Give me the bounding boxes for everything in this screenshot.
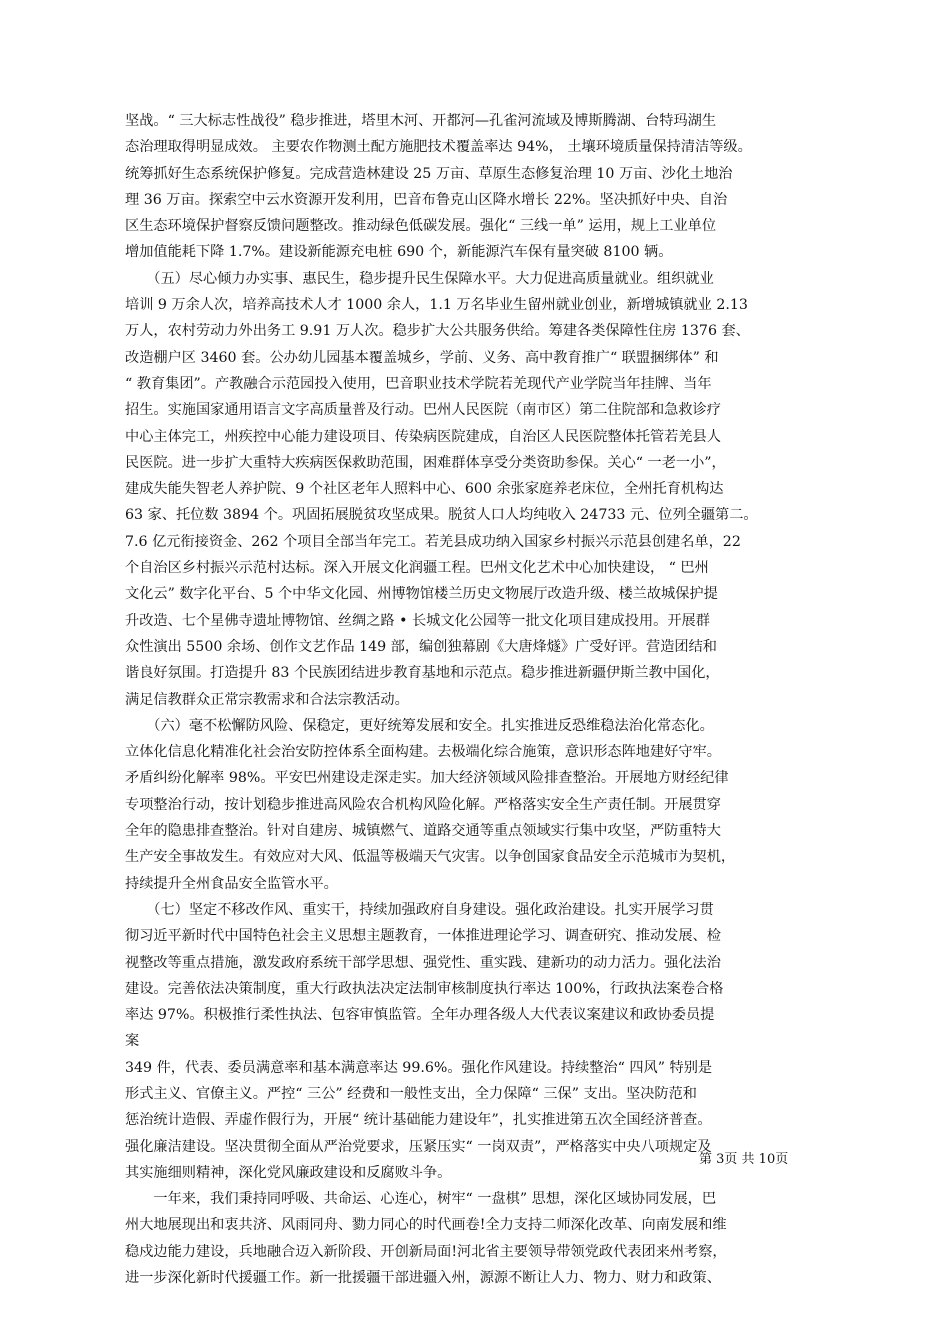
- text-line: （六）毫不松懈防风险、保稳定，更好统筹发展和安全。扎实推进反恐维稳法治化常态化。: [125, 717, 714, 734]
- text-line: （五）尽心倾力办实事、惠民生，稳步提升民生保障水平。大力促进高质量就业。组织就业: [125, 270, 714, 287]
- text-line: 彻习近平新时代中国特色社会主义思想主题教育，一体推进理论学习、调查研究、推动发展、检: [125, 928, 721, 945]
- text-line: 招生。实施国家通用语言文字高质量普及行动。巴州人民医院（南市区）第二住院部和急救诊疗: [125, 402, 721, 419]
- text-line: 中心主体完工，州疾控中心能力建设项目、传染病医院建成，自治区人民医院整体托管若羌县人: [125, 428, 721, 445]
- page-number-footer: 第 3页 共 10页: [699, 1152, 789, 1167]
- body-text: [125, 108, 825, 1291]
- text-line: 一年来，我们秉持同呼吸、共命运、心连心，树牢“ 一盘棋” 思想，深化区域协同发展，巴: [125, 1191, 717, 1208]
- text-line: 持续提升全州食品安全监管水平。: [125, 875, 338, 892]
- text-line: 强化廉洁建设。坚决贯彻全面从严治党要求，压紧压实“ 一岗双责”，严格落实中央八项规定及: [125, 1138, 712, 1155]
- text-line: 案: [125, 1033, 140, 1050]
- text-line: 众性演出 5500 余场、创作文艺作品 149 部，编创独幕剧《大唐烽燧》广受好评。营造团结和: [125, 638, 717, 655]
- text-line: 率达 97%。积极推行柔性执法、包容审慎监管。全年办理各级人大代表议案建议和政协委员提: [125, 1007, 715, 1024]
- text-line: 形式主义、官僚主义。严控“ 三公” 经费和一般性支出，全力保障“ 三保” 支出。坚决防范和: [125, 1085, 697, 1102]
- text-line: （七）坚定不移改作风、重实干，持续加强政府自身建设。强化政治建设。扎实开展学习贯: [125, 901, 714, 918]
- text-line: 满足信教群众正常宗教需求和合法宗教活动。: [125, 691, 409, 708]
- text-line: 建成失能失智老人养护院、9 个社区老年人照料中心、600 余张家庭养老床位，全州托育机构达: [125, 481, 724, 498]
- text-line: 全年的隐患排查整治。针对自建房、城镇燃气、道路交通等重点领域实行集中攻坚，严防重特大: [125, 823, 721, 840]
- text-line: 生产安全事故发生。有效应对大风、低温等极端天气灾害。以争创国家食品安全示范城市为契机，: [125, 849, 736, 866]
- text-line: 专项整治行动，按计划稳步推进高风险农合机构风险化解。严格落实安全生产责任制。开展贯穿: [125, 796, 721, 813]
- text-line: 7.6 亿元衔接资金、262 个项目全部当年完工。若羌县成功纳入国家乡村振兴示范县创建名单，22: [125, 533, 741, 550]
- text-line: 惩治统计造假、弄虚作假行为，开展“ 统计基础能力建设年”，扎实推进第五次全国经济普查。: [125, 1112, 712, 1129]
- text-line: 63 家、托位数 3894 个。巩固拓展脱贫攻坚成果。脱贫人口人均纯收入 24733 元、位列全疆第二。: [125, 507, 758, 524]
- text-line: 视整改等重点措施，激发政府系统干部学思想、强党性、重实践、建新功的动力活力。强化法治: [125, 954, 721, 971]
- text-line: 矛盾纠纷化解率 98%。平安巴州建设走深走实。加大经济领域风险排查整治。开展地方财经纪律: [125, 770, 729, 787]
- text-line: 改造棚户区 3460 套。公办幼儿园基本覆盖城乡，学前、义务、高中教育推广“ 联盟捆绑体” 和: [125, 349, 719, 366]
- text-line: 态治理取得明显成效。 主要农作物测土配方施肥技术覆盖率达 94%， 土壤环境质量保持清洁等级。: [125, 139, 752, 156]
- text-line: 理 36 万亩。探索空中云水资源开发利用，巴音布鲁克山区降水增长 22%。坚决抓好中央、自治: [125, 191, 728, 208]
- text-line: 升改造、七个星佛寺遗址博物馆、丝绸之路 • 长城文化公园等一批文化项目建成投用。开展群: [125, 612, 710, 629]
- text-line: 民医院。进一步扩大重特大疾病医保救助范围，困难群体享受分类资助参保。关心“ 一老一小”，: [125, 454, 726, 471]
- text-line: 立体化信息化精准化社会治安防控体系全面构建。去极端化综合施策，意识形态阵地建好守牢。: [125, 744, 721, 761]
- text-line: 区生态环境保护督察反馈问题整改。推动绿色低碳发展。强化“ 三线一单” 运用，规上工业单位: [125, 218, 717, 235]
- text-line: 进一步深化新时代援疆工作。新一批援疆干部进疆入州，源源不断让人力、物力、财力和政策、: [125, 1270, 721, 1287]
- text-line: “ 教育集团”。产教融合示范园投入使用，巴音职业技术学院若羌现代产业学院当年挂牌、当年: [125, 375, 712, 392]
- text-line: 增加值能耗下降 1.7%。建设新能源充电桩 690 个，新能源汽车保有量突破 8100 辆。: [125, 244, 673, 261]
- text-line: 建设。完善依法决策制度，重大行政执法决定法制审核制度执行率达 100%，行政执法案卷合格: [125, 980, 724, 997]
- text-line: 349 件，代表、委员满意率和基本满意率达 99.6%。强化作风建设。持续整治“ 四风” 特别是: [125, 1059, 713, 1076]
- text-line: 文化云” 数字化平台、5 个中华文化园、州博物馆楼兰历史文物展厅改造升级、楼兰故城保护提: [125, 586, 718, 603]
- text-line: 个自治区乡村振兴示范村达标。深入开展文化润疆工程。巴州文化艺术中心加快建设， “ 巴州: [125, 560, 709, 577]
- text-line: 州大地展现出和衷共济、风雨同舟、勠力同心的时代画卷!全力支持二师深化改革、向南发展和维: [125, 1217, 727, 1234]
- text-line: 培训 9 万余人次，培养高技术人才 1000 余人，1.1 万名毕业生留州就业创业，新增城镇就业 2.13: [125, 297, 748, 314]
- text-line: 万人，农村劳动力外出务工 9.91 万人次。稳步扩大公共服务供给。筹建各类保障性住房 1376 套、: [125, 323, 750, 340]
- text-line: 其实施细则精神，深化党风廉政建设和反腐败斗争。: [125, 1164, 452, 1181]
- text-line: 统筹抓好生态系统保护修复。完成营造林建设 25 万亩、草原生态修复治理 10 万亩、沙化土地治: [125, 165, 733, 182]
- text-line: 稳戍边能力建设，兵地融合迈入新阶段、开创新局面!河北省主要领导带领党政代表团来州考察，: [125, 1243, 727, 1260]
- text-line: 谐良好氛围。打造提升 83 个民族团结进步教育基地和示范点。稳步推进新疆伊斯兰教中国化，: [125, 665, 720, 682]
- text-line: 坚战。“ 三大标志性战役” 稳步推进，塔里木河、开都河—孔雀河流域及博斯腾湖、台特玛湖生: [125, 113, 717, 129]
